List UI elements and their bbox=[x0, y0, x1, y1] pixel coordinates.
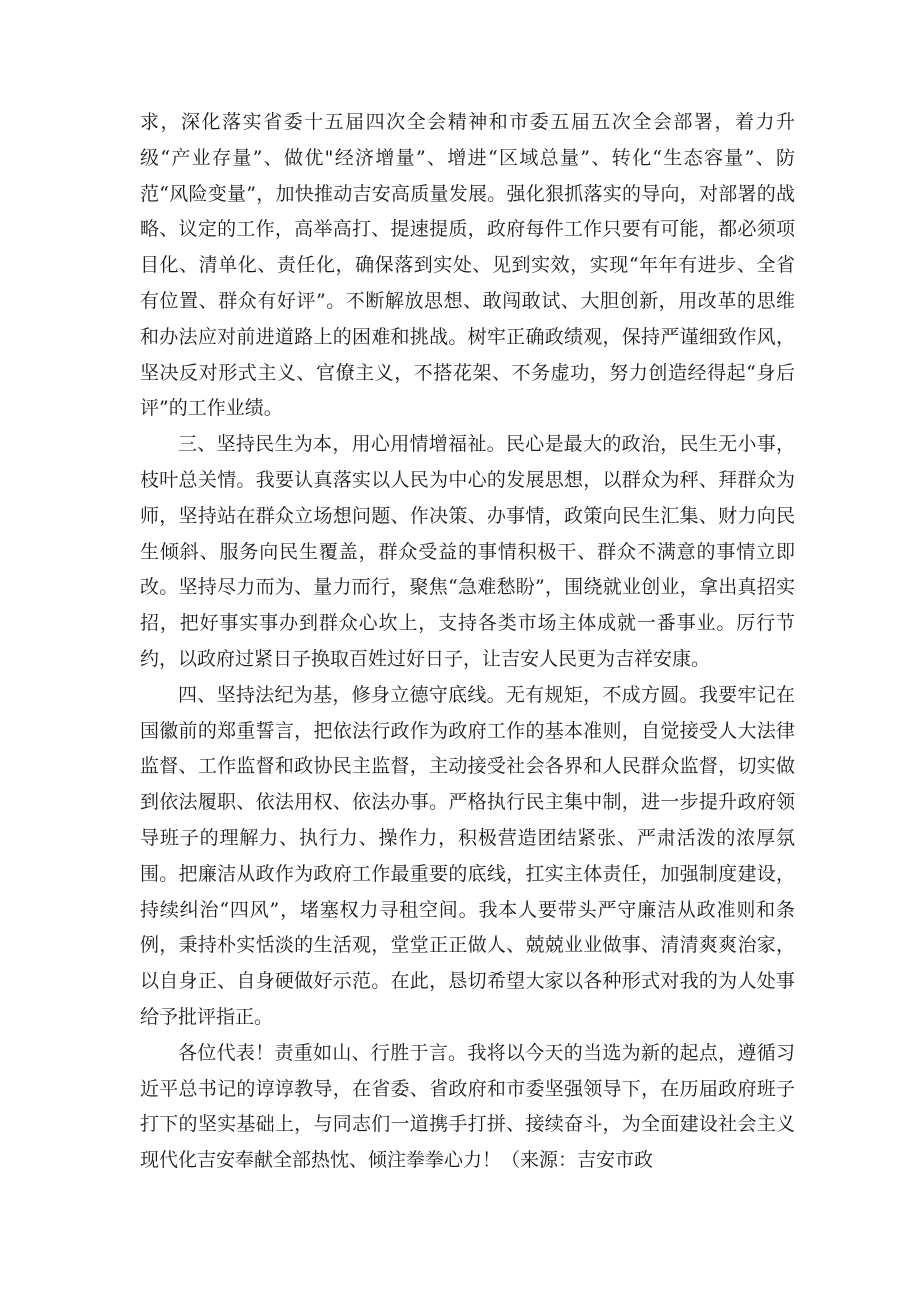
paragraph-continued: 求，深化落实省委十五届四次全会精神和市委五届五次全会部署，着力升级“产业存量”、做优"经济增量”、增进“区域总量”、转化“生态容量”、防范“风险变量”，加快推动吉安高质量发展。强化狠抓落实的导向，对部署的战略、议定的工作，高举高打、提速提质，政府每件工作只要有可能，都必须项目化、清单化、责任化，确保落到实处、见到实效，实现“年年有进步、全省有位置、群众有好评”。不断解放思想、敢闯敢试、大胆创新，用改革的思维和办法应对前进道路上的困难和挑战。树牢正确政绩观，保持严谨细致作风，坚决反对形式主义、官僚主义，不搭花架、不务虚功，努力创造经得起“身后评”的工作业绩。 bbox=[140, 111, 795, 420]
paragraph-closing: 各位代表！责重如山、行胜于言。我将以今天的当选为新的起点，遵循习近平总书记的谆谆教导，在省委、省政府和市委坚强领导下，在历届政府班子打下的坚实基础上，与同志们一道携手打拼、接续奋斗，为全面建设社会主义现代化吉安奉献全部热忱、倾注拳拳心力！（来源：吉安市政 bbox=[140, 1041, 795, 1172]
document-page bbox=[140, 105, 795, 1179]
paragraph-section-three: 三、坚持民生为本，用心用情增福祉。民心是最大的政治，民生无小事，枝叶总关情。我要认真落实以人民为中心的发展思想，以群众为秤、拜群众为师，坚持站在群众立场想问题、作决策、办事情，政策向民生汇集、财力向民生倾斜、服务向民生覆盖，群众受益的事情积极干、群众不满意的事情立即改。坚持尽力而为、量力而行，聚焦“急难愁盼”，围绕就业创业，拿出真招实招，把好事实事办到群众心坎上，支持各类市场主体成就一番事业。厉行节约，以政府过紧日子换取百姓过好日子，让吉安人民更为吉祥安康。 bbox=[140, 433, 795, 670]
paragraph-section-four: 四、坚持法纪为基，修身立德守底线。无有规矩，不成方圆。我要牢记在国徽前的郑重誓言，把依法行政作为政府工作的基本准则，自觉接受人大法律监督、工作监督和政协民主监督，主动接受社会各界和人民群众监督，切实做到依法履职、依法用权、依法办事。严格执行民主集中制，进一步提升政府领导班子的理解力、执行力、操作力，积极营造团结紧张、严肃活泼的浓厚氛围。把廉洁从政作为政府工作最重要的底线，扛实主体责任，加强制度建设，持续纠治“四风”，堵塞权力寻租空间。我本人要带头严守廉洁从政准则和条例，秉持朴实恬淡的生活观，堂堂正正做人、兢兢业业做事、清清爽爽治家，以自身正、自身硬做好示范。在此，恳切希望大家以各种形式对我的为人处事给予批评指正。 bbox=[140, 683, 795, 1028]
